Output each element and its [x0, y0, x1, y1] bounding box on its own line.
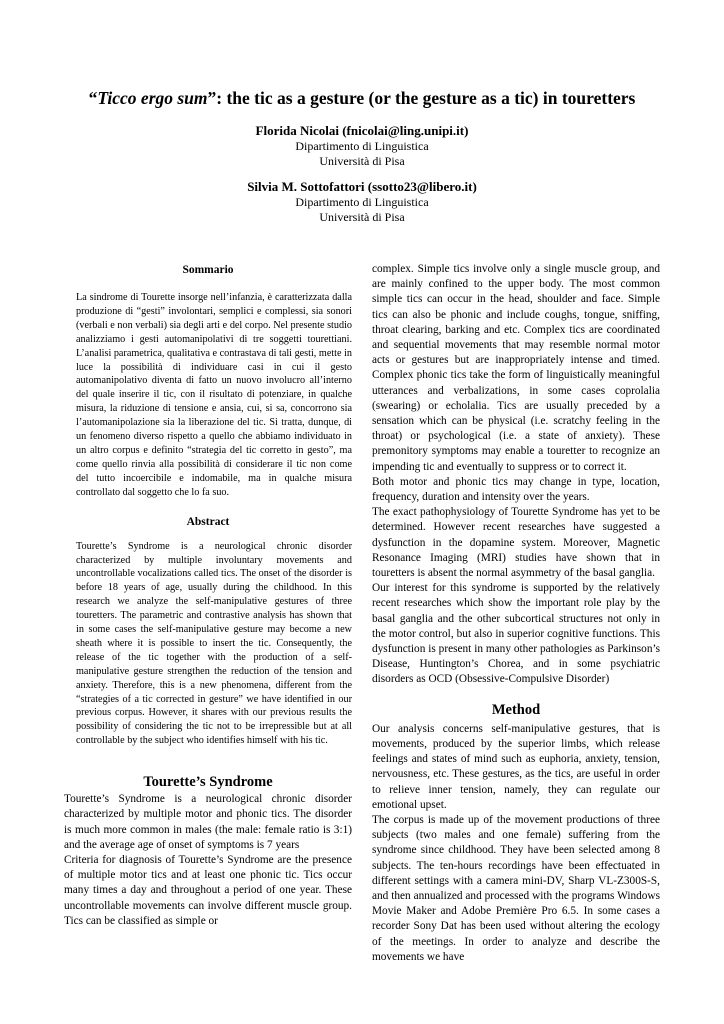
sommario-text: La sindrome di Tourette insorge nell’infanzia, è caratterizzata dalla produzione di “gesti” involontari, semplici e complessi, sia sonori (verbali e non verbali) sia degli arti e del corpo. Nel presente studio analizziamo i gesti automanipolativi di tre soggetti tourettiani. L’analisi parametrica, qualitativa e contrastava di tali gesti, mette in luce la possibilità di individuare casi in cui il gesto automanipolativo diventa di fatto un nuovo involucro all’interno del quale inserire il tic, con il risultato di potenziare, in qualche misura, la riduzione di tensione e ansia, cui, si sa, concorrono sia l’automanipolazione sia la liberazione del tic. Si tratta, dunque, di un fenomeno diverso rispetto a quello che abbiamo individuato in un altro corpus e definito “strategia del tic corretto in gesto”, ma come quello rinvia alla possibilità di considerare il tic non come del tutto incoercibile e indomabile, ma in qualche misura controllato dal soggetto che lo fa suo.	[76, 292, 352, 498]
body-paragraph: Our interest for this syndrome is supported by the relatively recent researches which show the important role play by the basal ganglia and the other subcortical structures not only in the motor control, but also in superior cognitive functions. This dysfunction is present in many other pathologies as Parkinson’s Disease, Huntington’s Chorea, and in some psychiatric disorders as OCD (Obsessive-Compulsive Disorder)	[372, 582, 660, 686]
title-italic: Ticco ergo sum	[97, 88, 208, 108]
author-name: Silvia M. Sottofattori (ssotto23@libero.it)	[247, 179, 477, 194]
method-paragraph: Our analysis concerns self-manipulative gestures, that is movements, produced by the superior limbs, which release feelings and states of mind such as euphoria, anxiety, tension, nervousness, etc. These gestures, as the tics, are useful in order to relieve inner tension, namely, they can regulate our emotional upset.	[372, 722, 660, 811]
author-block-2	[140, 178, 584, 225]
tourettes-paragraph: Tourette’s Syndrome is a neurological chronic disorder characterized by multiple motor and phonic tics. The disorder is much more common in males (the male: female ratio is 3:1) and the average age of onset of symptoms is 7 years	[64, 793, 352, 851]
body-paragraph: Both motor and phonic tics may change in type, location, frequency, duration and intensity over the years.	[372, 475, 660, 504]
author-university: Università di Pisa	[319, 154, 405, 168]
method-paragraph: The corpus is made up of the movement productions of three subjects (two males and one female) suffering from the syndrome since childhood. They have been selected among 8 subjects. The ten-hours recordings have been effectuated in different settings with a camera mini-DV, Sharp VL-Z300S-S, and then annualized and processed with the programs Windows Movie Maker and Adobe Première Pro 6.5. In some cases a recorder Sony Dat has been used without altering the ecology of the meetings. In order to analyze and describe the movements we have	[372, 813, 660, 963]
method-heading: Method	[491, 701, 541, 718]
tourettes-heading: Tourette’s Syndrome	[143, 774, 273, 791]
abstract-heading: Abstract	[186, 515, 230, 528]
title-open-quote: “	[88, 88, 98, 108]
body-paragraph: complex. Simple tics involve only a single muscle group, and are mainly confined to the upper body. The most common simple tics can occur in the head, shoulder and face. Simple tics can also be phonic and include coughs, tongue, sniffing, throat clearing, barking and etc. Complex tics are coordinated and sequential movements that may resemble normal motor acts or gestures but are inappropriately intense and timed. Complex phonic tics take the form of linguistically meaningful utterances and verbalizations, in some cases coprolalia (swearing) or echolalia. Tics are usually preceded by a sensation which can be physical (i.e. scratchy feeling in the throat) or psychological (i.e. a state of anxiety). These premonitory symptoms may enable a touretter to recognize an impending tic and eventually to suppress or to correct it.	[372, 263, 660, 473]
left-column	[64, 262, 352, 929]
author-department: Dipartimento di Linguistica	[295, 195, 429, 209]
title-rest: ”: the tic as a gesture (or the gesture as a tic) in touretters	[207, 88, 636, 108]
abstract-text: Tourette’s Syndrome is a neurological chronic disorder characterized by multiple involuntary movements and uncontrollable vocalizations called tics. The onset of the disorder is before 18 years of age, usually during the childhood. In this research we analyze the self-manipulative gestures of three touretters. The parametric and contrastive analysis has shown that in some cases the self-manipulative gesture may become a new sheath where it is possible to insert the tic. Consequently, the release of the tic together with the production of a self-manipulative gesture strengthen the reduction of the tension and anxiety. Therefore, this is a new phenomena, different from the “strategies of a tic corrected in gesture” we have identified in our previous corpus. However, it shares with our previous results the possibility of considering the tic not to be irrepressible but at all controllable by the subject who identifies himself with his tic.	[76, 540, 352, 747]
author-name: Florida Nicolai (fnicolai@ling.unipi.it)	[255, 123, 469, 138]
sommario-heading: Sommario	[182, 264, 234, 276]
right-column	[372, 262, 660, 965]
author-university: Università di Pisa	[319, 210, 405, 224]
paper-title	[40, 86, 684, 110]
author-block-1	[140, 122, 584, 169]
tourettes-paragraph: Criteria for diagnosis of Tourette’s Syndrome are the presence of multiple motor tics and at least one phonic tic. Tics occur many times a day and throughout a period of one year. These uncontrollable movements can involve different muscle group. Tics can be classified as simple or	[64, 854, 352, 927]
body-paragraph: The exact pathophysiology of Tourette Syndrome has yet to be determined. However recent researches have suggested a dysfunction in the dopamine system. Moreover, Magnetic Resonance Imaging (MRI) studies have shown that in touretters is absent the normal asymmetry of the basal ganglia.	[372, 506, 660, 580]
author-department: Dipartimento di Linguistica	[295, 139, 429, 153]
